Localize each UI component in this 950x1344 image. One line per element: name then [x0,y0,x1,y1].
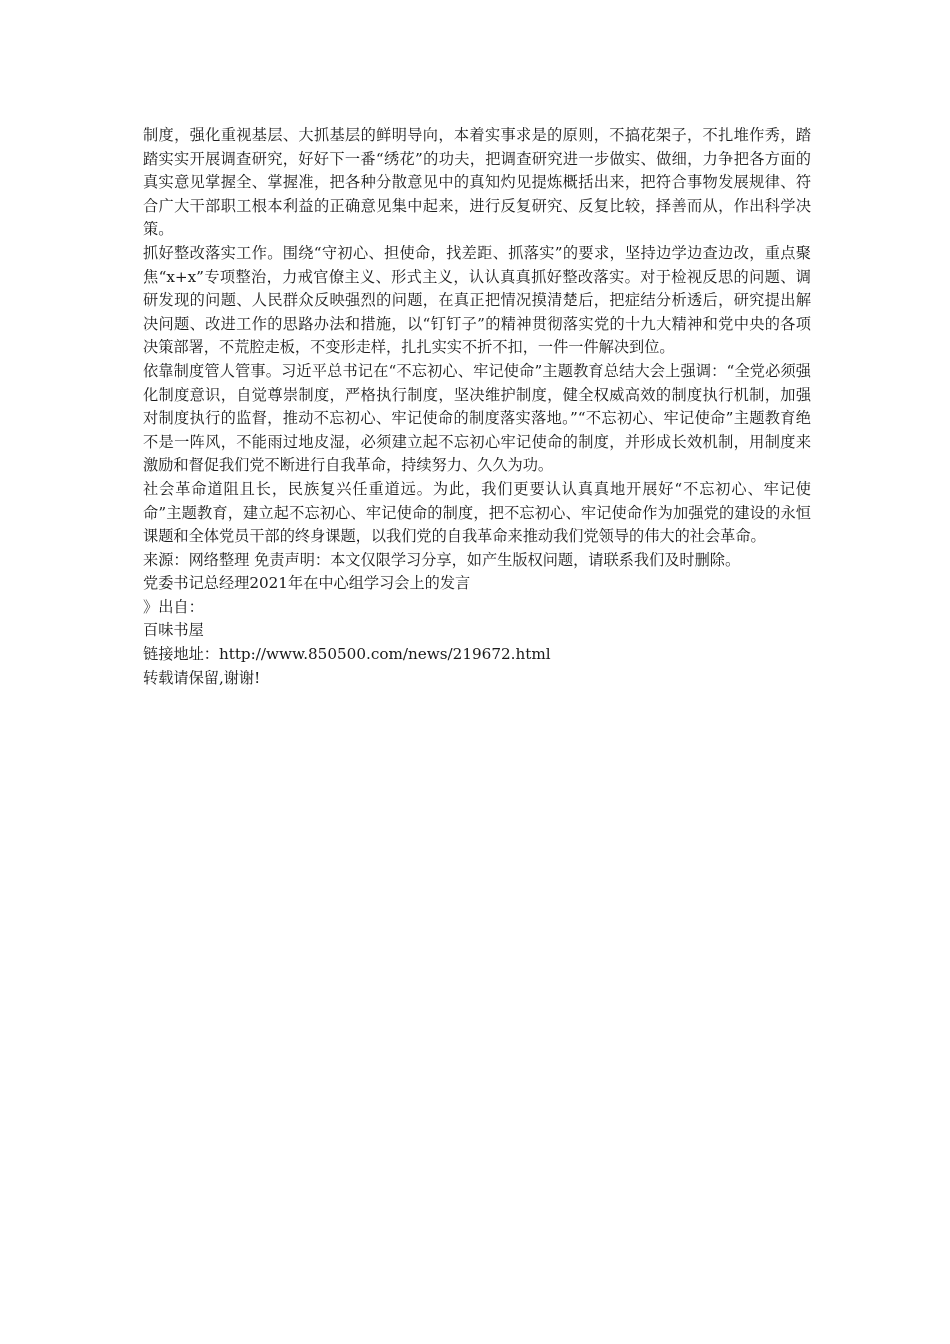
paragraph-institution: 依靠制度管人管事。习近平总书记在“不忘初心、牢记使命”主题教育总结大会上强调：“全党必须强化制度意识，自觉尊崇制度，严格执行制度，坚决维护制度，健全权威高效的制度执行机制，加强对制度执行的监督，推动不忘初心、牢记使命的制度落实落地。”“不忘初心、牢记使命”主题教育绝不是一阵风，不能雨过地皮湿，必须建立起不忘初心牢记使命的制度，并形成长效机制，用制度来激励和督促我们党不断进行自我革命，持续努力、久久为功。 [143,361,811,475]
article-title: 党委书记总经理2021年在中心组学习会上的发言 [143,574,471,593]
document-body [143,124,811,690]
paragraph-investigation: 制度，强化重视基层、大抓基层的鲜明导向，本着实事求是的原则，不搞花架子，不扎堆作秀，踏踏实实开展调查研究，好好下一番“绣花”的功夫，把调查研究进一步做实、做细，力争把各方面的真实意见掌握全、掌握准，把各种分散意见中的真知灼见提炼概括出来，把符合事物发展规律、符合广大干部职工根本利益的正确意见集中起来，进行反复研究、反复比较，择善而从，作出科学决策。 [143,126,811,239]
site-name: 百味书屋 [143,621,204,640]
paragraph-rectification: 抓好整改落实工作。围绕“守初心、担使命，找差距、抓落实”的要求，坚持边学边查边改，重点聚焦“x+x”专项整治，力戒官僚主义、形式主义，认认真真抓好整改落实。对于检视反思的问题、调研发现的问题、人民群众反映强烈的问题，在真正把情况摸清楚后，把症结分析透后，研究提出解决问题、改进工作的思路办法和措施，以“钉钉子”的精神贯彻落实党的十九大精神和党中央的各项决策部署，不荒腔走板，不变形走样，扎扎实实不折不扣，一件一件解决到位。 [143,243,811,357]
repost-note: 转载请保留,谢谢! [143,668,261,687]
source-disclaimer: 来源：网络整理 免责声明：本文仅限学习分享，如产生版权问题，请联系我们及时删除。 [143,550,741,569]
from-label: 》出自： [143,597,204,616]
paragraph-social-revolution: 社会革命道阻且长，民族复兴任重道远。为此，我们更要认认真真地开展好“不忘初心、牢记使命”主题教育，建立起不忘初心、牢记使命的制度，把不忘初心、牢记使命作为加强党的建设的永恒课题和全体党员干部的终身课题，以我们党的自我革命来推动我们党领导的伟大的社会革命。 [143,479,811,546]
source-link[interactable]: 链接地址：http://www.850500.com/news/219672.html [143,645,551,664]
